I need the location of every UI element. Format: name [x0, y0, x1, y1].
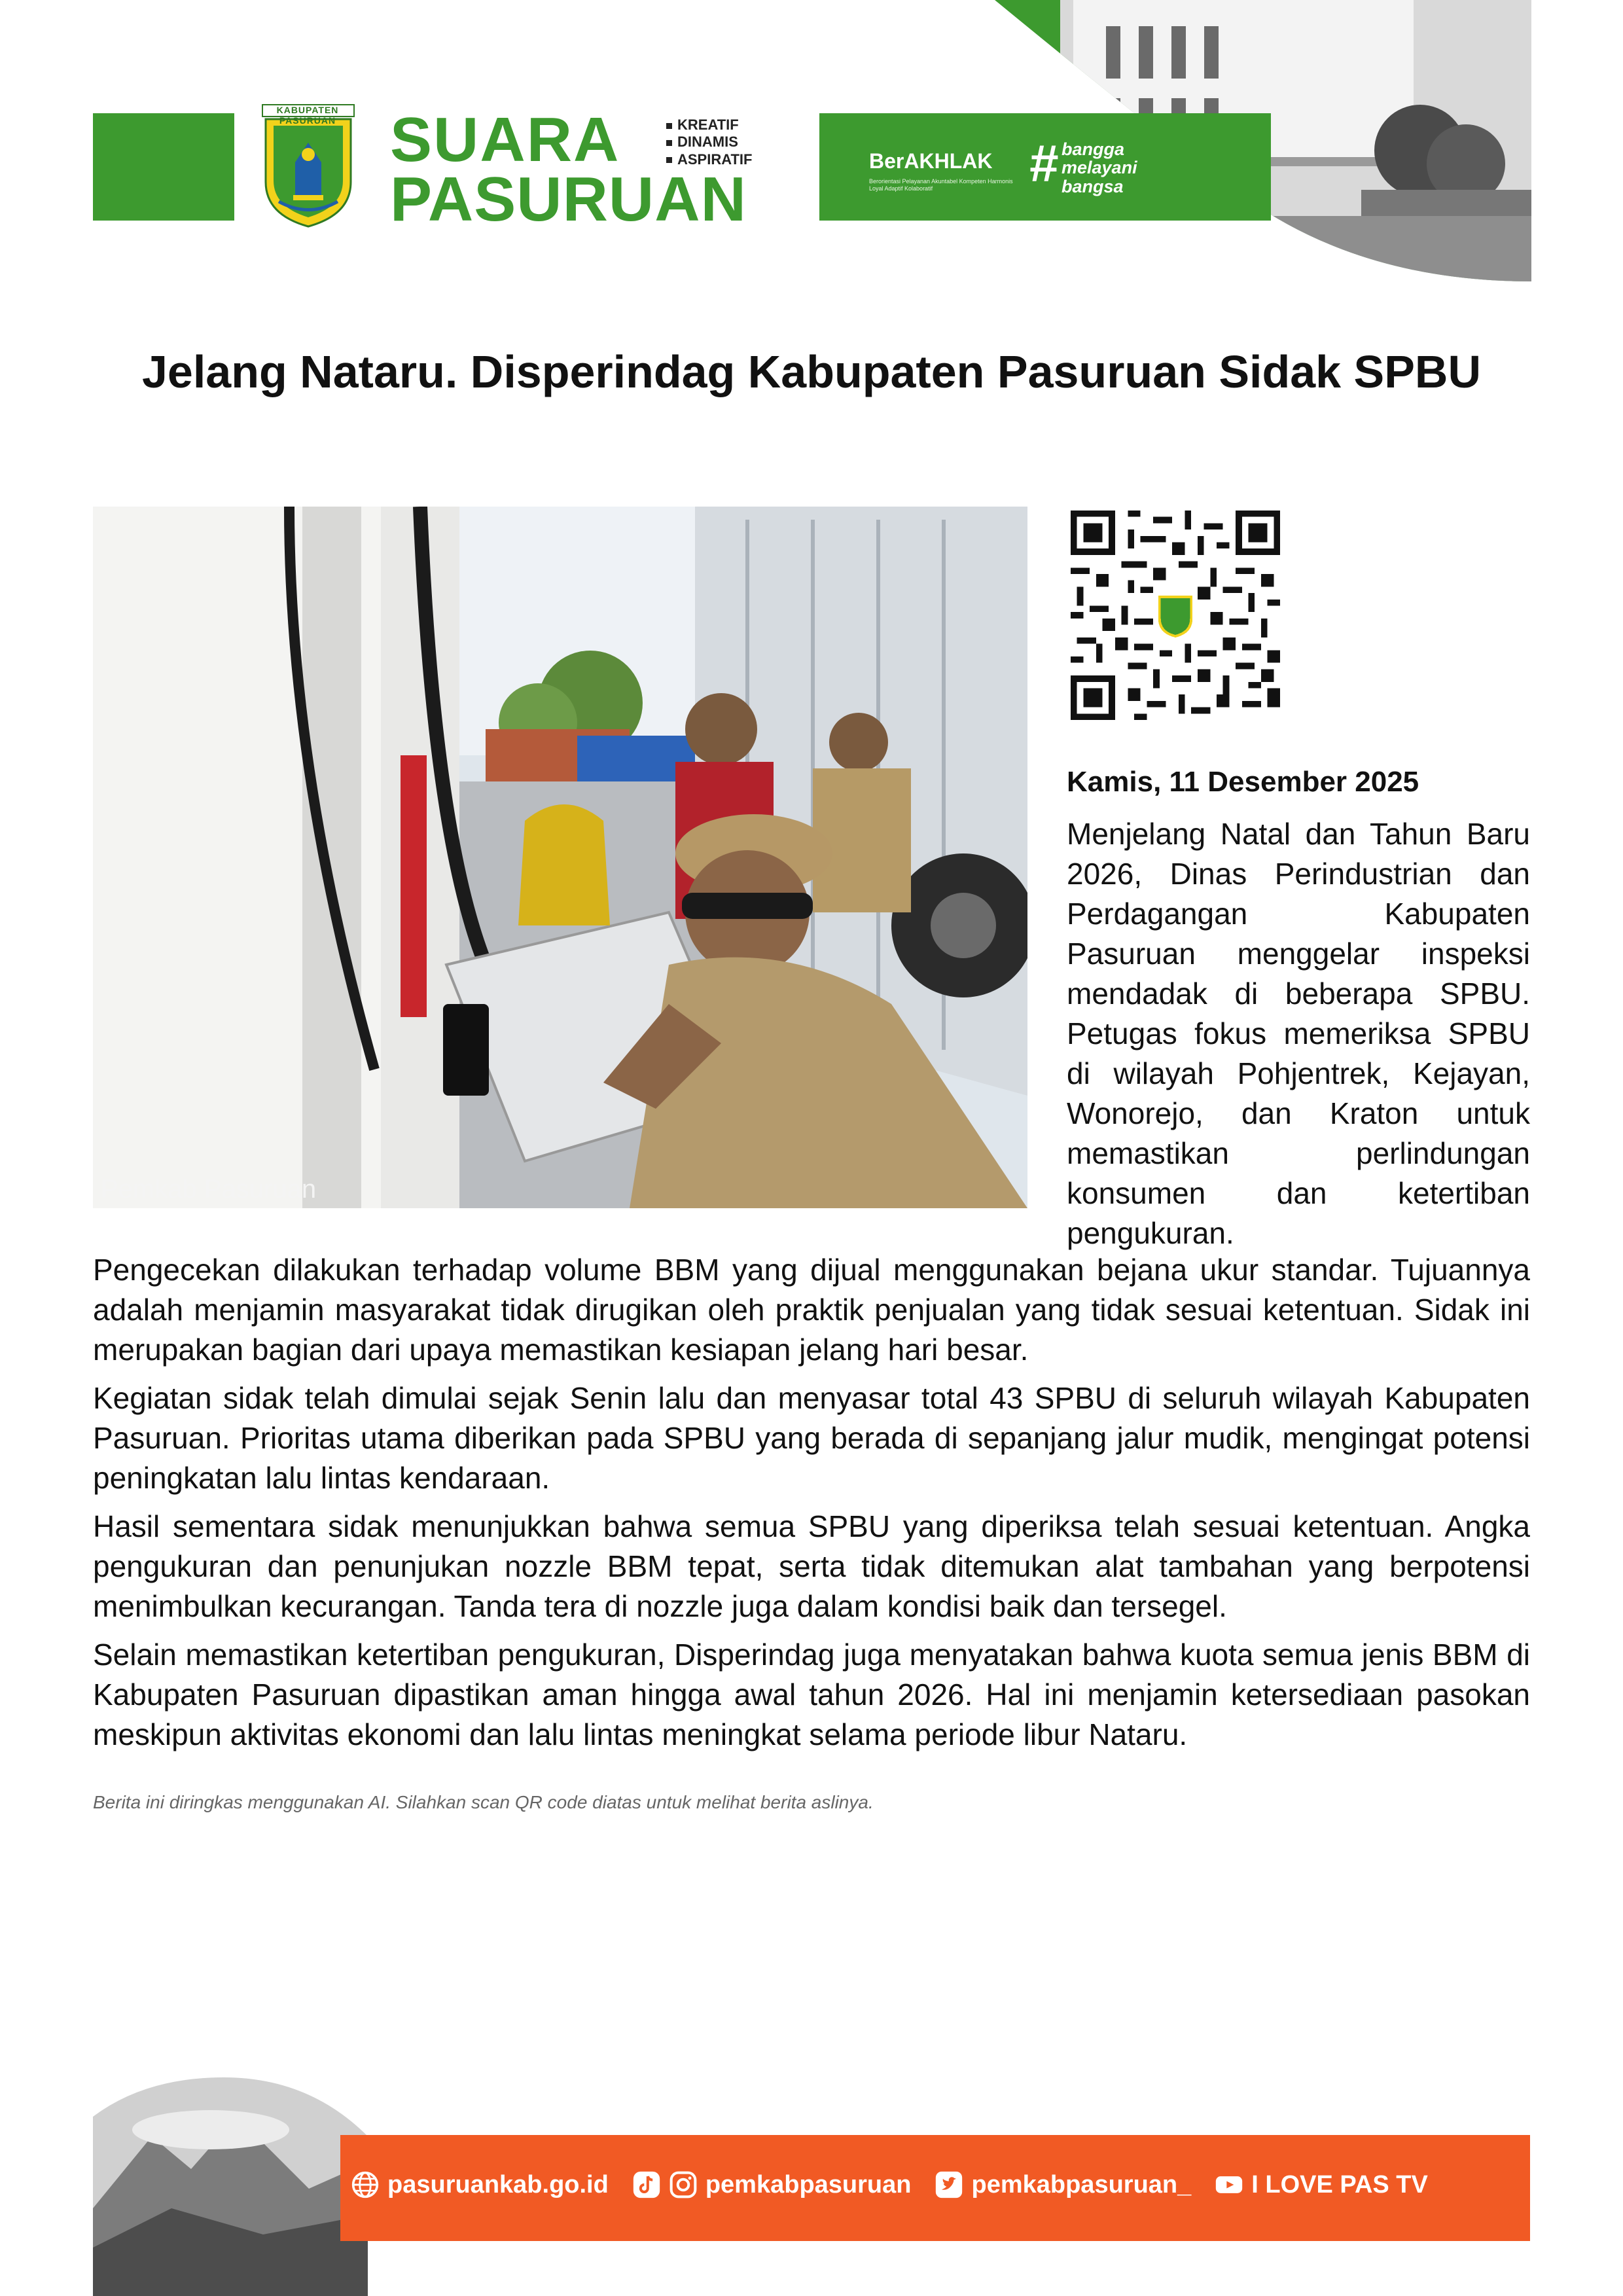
twitter-handle: pemkabpasuruan_: [971, 2170, 1192, 2198]
bangga-line-1: bangga: [1061, 139, 1125, 159]
body-paragraph-3: Hasil sementara sidak menunjukkan bahwa semua SPBU yang diperiksa telah sesuai ketentuan. Angka pengukuran dan penunjukan nozzle BBM tepat, serta tidak ditemukan alat tambahan yang berpotensi menimbulkan kecurangan. Tanda tera di nozzle juga dalam kondisi baik dan tersegel.: [93, 1509, 1530, 1623]
berakhlak-subtitle: Berorientasi Pelayanan Akuntabel Kompeten Harmonis Loyal Adaptif Kolaboratif: [869, 178, 1013, 192]
article-photo: [93, 507, 1027, 1208]
brand-line-1: SUARA: [390, 105, 620, 175]
photo-caption: Pemkab Pasuruan: [101, 1175, 317, 1204]
tagline-1: KREATIF: [666, 117, 752, 134]
youtube-icon: [1215, 2170, 1243, 2199]
footer-contact-row: [351, 2170, 1452, 2199]
article-date: Kamis, 11 Desember 2025: [1067, 766, 1419, 798]
youtube-channel: I LOVE PAS TV: [1251, 2170, 1428, 2198]
hashtag-symbol: #: [1029, 134, 1058, 192]
body-paragraph-1: Pengecekan dilakukan terhadap volume BBM yang dijual menggunakan bejana ukur standar. Tujuannya adalah menjamin masyarakat tidak dirugikan oleh praktik penjualan yang tidak sesuai ketentuan. Sidak ini merupakan bagian dari upaya memastikan kesiapan jelang hari besar.: [93, 1253, 1530, 1367]
tiktok-icon: [632, 2170, 661, 2199]
twitter-icon: [935, 2170, 963, 2199]
globe-icon: [351, 2170, 380, 2199]
bangga-line-3: bangsa: [1061, 176, 1124, 196]
article-lead-paragraph: Menjelang Natal dan Tahun Baru 2026, Dinas Perindustrian dan Perdagangan Kabupaten Pasuruan menggelar inspeksi mendadak di beberapa SPBU. Petugas fokus memeriksa SPBU di wilayah Pohjentrek, Kejayan, Wonorejo, dan Kraton untuk memastikan perlindungan konsumen dan ketertiban pengukuran.: [1067, 817, 1530, 1250]
header-green-block-left: [93, 113, 234, 221]
qr-code[interactable]: [1071, 511, 1280, 720]
footer-twitter[interactable]: [935, 2170, 1191, 2199]
footer-tiktok-instagram[interactable]: [632, 2170, 912, 2199]
tiktok-instagram-handle: pemkabpasuruan: [705, 2170, 912, 2198]
instagram-icon: [669, 2170, 698, 2199]
berakhlak-logo: BerAKHLAK: [869, 149, 993, 173]
brand-line-2: PASURUAN: [390, 164, 747, 235]
footer-youtube[interactable]: [1215, 2170, 1428, 2199]
body-paragraph-4: Selain memastikan ketertiban pengukuran, Disperindag juga menyatakan bahwa kuota semua jenis BBM di Kabupaten Pasuruan dipastikan aman hingga awal tahun 2026. Hal ini menjamin ketersediaan pasokan meskipun aktivitas ekonomi dan lalu lintas meningkat selama periode libur Nataru.: [93, 1638, 1530, 1751]
tagline-2: DINAMIS: [666, 134, 752, 151]
article-title: Jelang Nataru. Disperindag Kabupaten Pasuruan Sidak SPBU: [141, 346, 1482, 397]
brand-taglines: [666, 117, 752, 168]
crest-caption: KABUPATEN PASURUAN: [276, 105, 339, 126]
website-text: pasuruankab.go.id: [387, 2170, 609, 2198]
bangga-line-2: melayani: [1061, 158, 1137, 178]
tagline-3: ASPIRATIF: [666, 151, 752, 168]
bangga-melayani-bangsa-logo: [1061, 140, 1137, 196]
body-paragraph-2: Kegiatan sidak telah dimulai sejak Senin lalu dan menyasar total 43 SPBU di seluruh wilayah Kabupaten Pasuruan. Prioritas utama diberikan pada SPBU yang berada di sepanjang jalur mudik, mengingat potensi peningkatan lalu lintas kendaraan.: [93, 1381, 1530, 1495]
ai-summary-note: Berita ini diringkas menggunakan AI. Silahkan scan QR code diatas untuk melihat berita aslinya.: [93, 1792, 874, 1812]
footer-website[interactable]: [351, 2170, 609, 2199]
article-body: [93, 1250, 1530, 1763]
